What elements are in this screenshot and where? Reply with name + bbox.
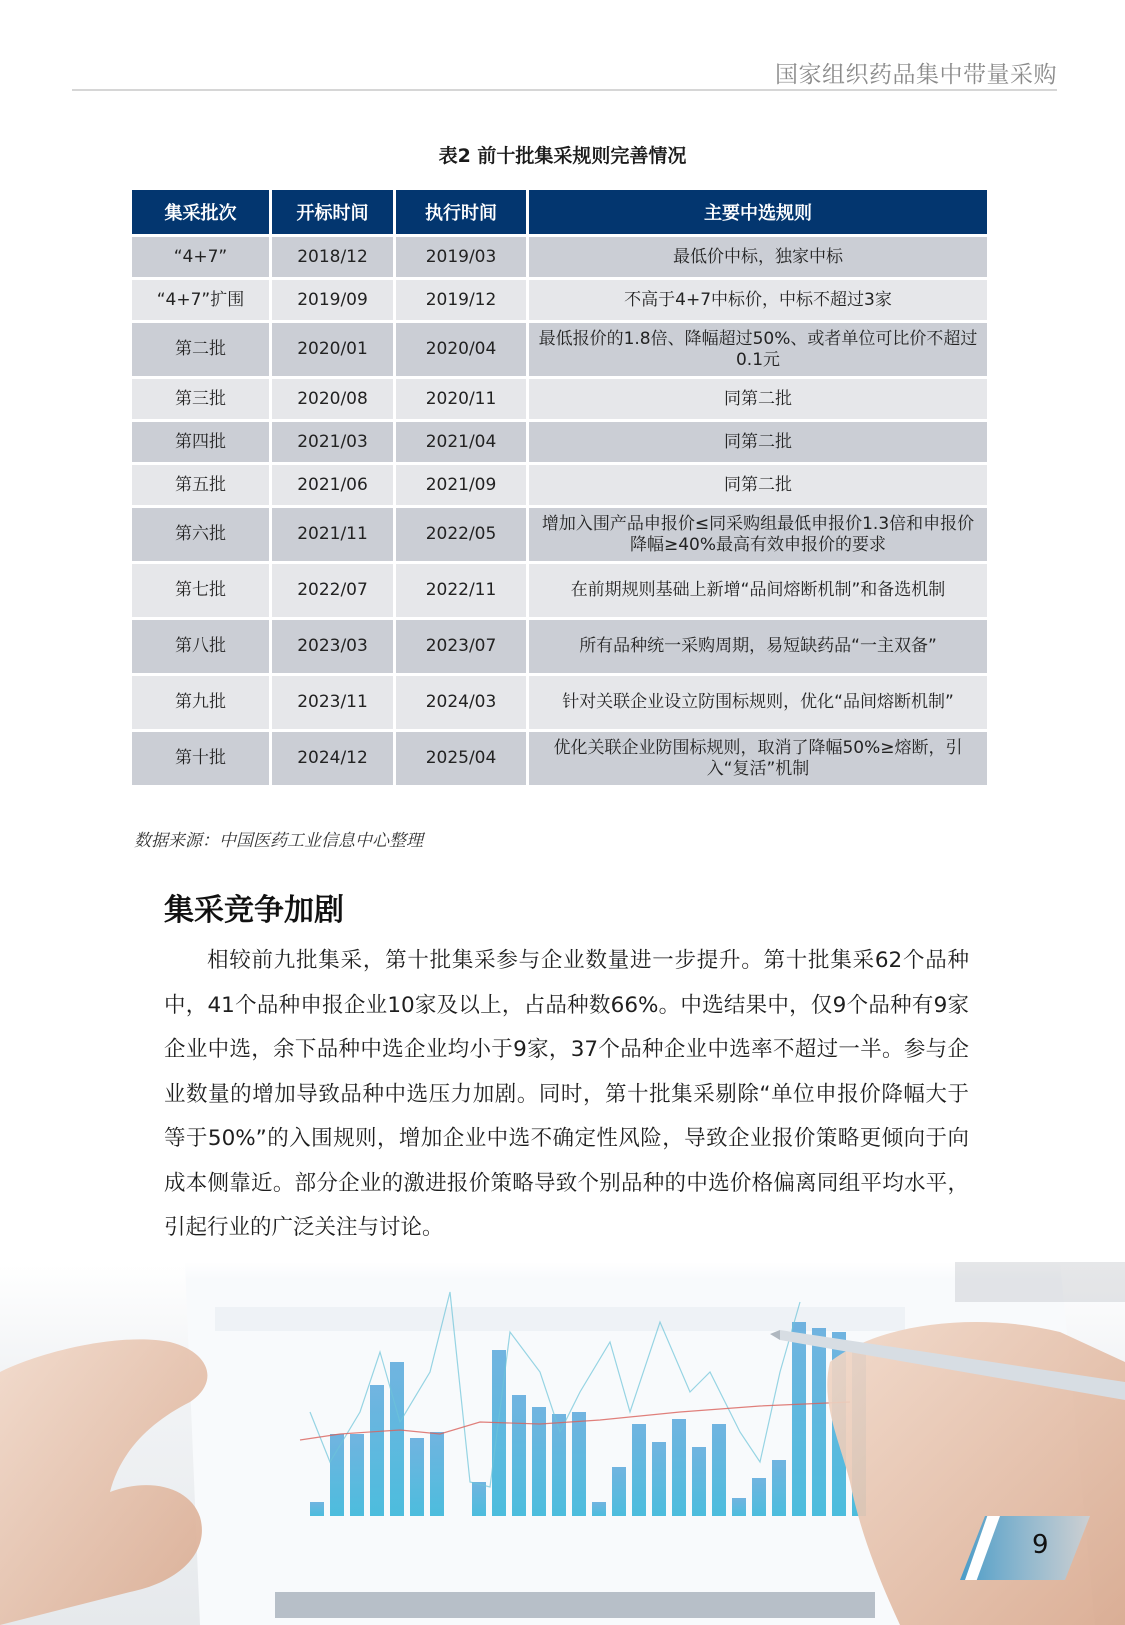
- header-divider: [72, 89, 1057, 91]
- cell-bid-open: 2019/09: [272, 280, 393, 320]
- cell-batch: “4+7”扩围: [132, 280, 269, 320]
- cell-batch: 第四批: [132, 422, 269, 462]
- cell-bid-open: 2021/03: [272, 422, 393, 462]
- cell-rule: 所有品种统一采购周期，易短缺药品“一主双备”: [529, 620, 987, 673]
- column-header-batch: 集采批次: [132, 190, 269, 234]
- column-header-rule: 主要中选规则: [529, 190, 987, 234]
- cell-rule: 优化关联企业防围标规则，取消了降幅50%≥熔断，引入“复活”机制: [529, 732, 987, 785]
- cell-rule: 在前期规则基础上新增“品间熔断机制”和备选机制: [529, 564, 987, 617]
- cell-batch: 第十批: [132, 732, 269, 785]
- cell-execute: 2022/11: [396, 564, 526, 617]
- table-row: [132, 564, 987, 617]
- cell-batch: 第六批: [132, 508, 269, 561]
- table-row: [132, 508, 987, 561]
- cell-execute: 2021/04: [396, 422, 526, 462]
- cell-bid-open: 2024/12: [272, 732, 393, 785]
- cell-batch: “4+7”: [132, 237, 269, 277]
- cell-batch: 第三批: [132, 379, 269, 419]
- table-title: 表2 前十批集采规则完善情况: [438, 145, 687, 167]
- cell-batch: 第七批: [132, 564, 269, 617]
- source-note: 数据来源：中国医药工业信息中心整理: [134, 831, 423, 851]
- table-row: [132, 620, 987, 673]
- cell-bid-open: 2023/03: [272, 620, 393, 673]
- running-header-title: 国家组织药品集中带量采购: [775, 62, 1057, 88]
- cell-rule: 同第二批: [529, 465, 987, 505]
- cell-execute: 2020/04: [396, 323, 526, 376]
- cell-bid-open: 2018/12: [272, 237, 393, 277]
- column-header-bid-open: 开标时间: [272, 190, 393, 234]
- cell-execute: 2023/07: [396, 620, 526, 673]
- column-header-execute: 执行时间: [396, 190, 526, 234]
- cell-batch: 第九批: [132, 676, 269, 729]
- cell-rule: 同第二批: [529, 422, 987, 462]
- cell-execute: 2025/04: [396, 732, 526, 785]
- cell-rule: 针对关联企业设立防围标规则，优化“品间熔断机制”: [529, 676, 987, 729]
- cell-execute: 2021/09: [396, 465, 526, 505]
- table-row: [132, 422, 987, 462]
- cell-rule: 同第二批: [529, 379, 987, 419]
- page-badge: [960, 1516, 1090, 1580]
- body-paragraph: 相较前九批集采，第十批集采参与企业数量进一步提升。第十批集采62个品种中，41个品种申报企业10家及以上，占品种数66%。中选结果中，仅9个品种有9家企业中选，余下品种中选企业均小于9家，37个品种企业中选率不超过一半。参与企业数量的增加导致品种中选压力加剧。同时，第十批集采剔除“单位申报价降幅大于等于50%”的入围规则，增加企业中选不确定性风险，导致企业报价策略更倾向于向成本侧靠近。部分企业的激进报价策略导致个别品种的中选价格偏离同组平均水平，引起行业的广泛关注与讨论。: [164, 948, 969, 1240]
- page-number: 9: [1032, 1530, 1049, 1560]
- table-row: [132, 465, 987, 505]
- cell-execute: 2020/11: [396, 379, 526, 419]
- decorative-photo-analytics: [0, 1262, 1125, 1625]
- cell-execute: 2024/03: [396, 676, 526, 729]
- cell-bid-open: 2020/08: [272, 379, 393, 419]
- table-row: [132, 379, 987, 419]
- section-heading: 集采竞争加剧: [164, 893, 344, 928]
- cell-batch: 第八批: [132, 620, 269, 673]
- cell-rule: 不高于4+7中标价，中标不超过3家: [529, 280, 987, 320]
- cell-execute: 2019/03: [396, 237, 526, 277]
- cell-bid-open: 2023/11: [272, 676, 393, 729]
- rules-table: [132, 190, 993, 785]
- table-row: [132, 732, 987, 785]
- cell-rule: 最低报价的1.8倍、降幅超过50%、或者单位可比价不超过0.1元: [529, 323, 987, 376]
- cell-execute: 2019/12: [396, 280, 526, 320]
- cell-batch: 第五批: [132, 465, 269, 505]
- cell-execute: 2022/05: [396, 508, 526, 561]
- table-row: [132, 237, 987, 277]
- table-row: [132, 676, 987, 729]
- table-header-row: [132, 190, 987, 234]
- cell-rule: 最低价中标，独家中标: [529, 237, 987, 277]
- cell-bid-open: 2020/01: [272, 323, 393, 376]
- cell-bid-open: 2021/06: [272, 465, 393, 505]
- table-row: [132, 280, 987, 320]
- cell-bid-open: 2022/07: [272, 564, 393, 617]
- cell-rule: 增加入围产品申报价≤同采购组最低申报价1.3倍和申报价降幅≥40%最高有效申报价的要求: [529, 508, 987, 561]
- table-row: [132, 323, 987, 376]
- cell-batch: 第二批: [132, 323, 269, 376]
- cell-bid-open: 2021/11: [272, 508, 393, 561]
